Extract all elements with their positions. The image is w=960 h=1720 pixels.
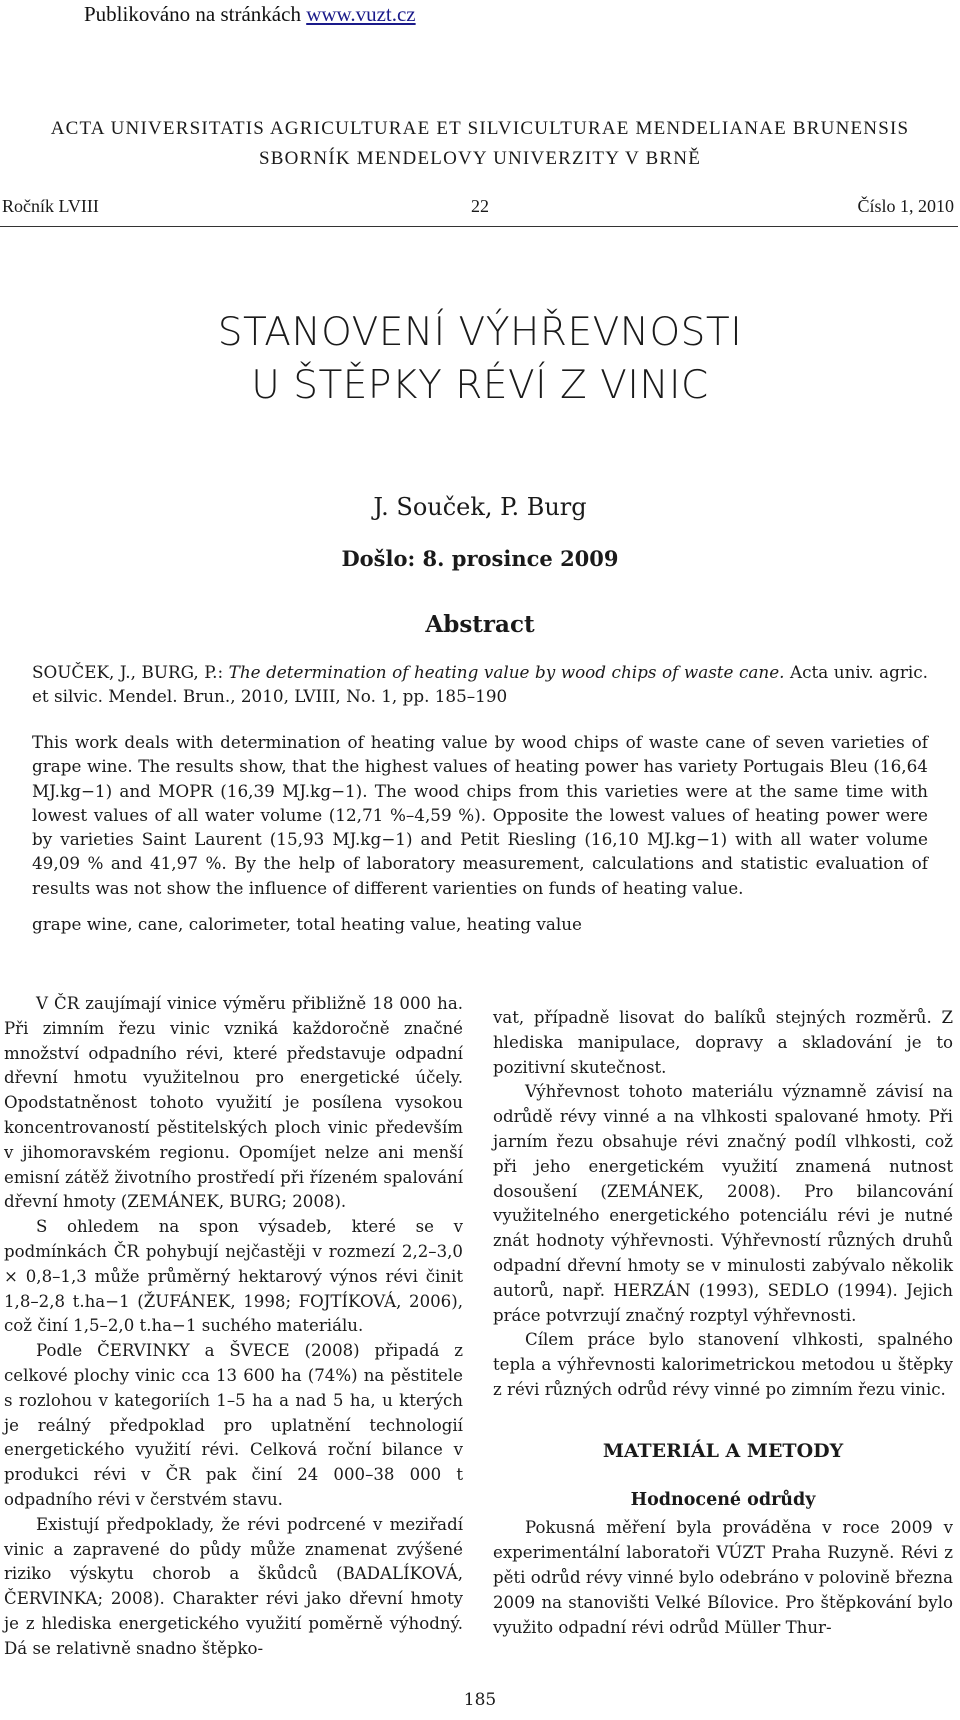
body-paragraph: V ČR zaujímají vinice výměru přibližně 18 000 ha. Při zimním řezu vinic vzniká každoročně značné množství odpadního révi, které představuje odpadní dřevní hmotu využitelnou pro energetické účely. Opodstatněnost tohoto využití je posílena vysokou koncentrovaností pěstitelských ploch vinic především v jihomoravském regionu. Opomíjet nelze ani menší emisní zátěž životního prostředí při řízeném spalování dřevní hmoty (ZEMÁNEK, BURG; 2008). [4,994,463,1212]
abstract-text: This work deals with determination of heating value by wood chips of waste cane of seven varieties of grape wine. The results show, that the highest values of heating power has variety Portugais Bleu (16,64 MJ.kg−1) and MOPR (16,39 MJ.kg−1). The wood chips from this varieties were at the same time with lowest values of all water volume (12,71 %–4,59 %). Opposite the lowest values of heating power were by varieties Saint Laurent (15,93 MJ.kg−1) and Petit Riesling (16,10 MJ.kg−1) with all water volume 49,09 % and 41,97 %. By the help of laboratory measurement, calculations and statistic evaluation of results was not show the influence of different varienties on funds of heating value. [32,732,928,898]
received-date: Došlo: 8. prosince 2009 [341,546,619,571]
article-title-line1: STANOVENÍ VÝHŘEVNOSTI [217,310,743,355]
publication-note-text: Publikováno na stránkách [84,2,307,26]
article-title-line2: U ŠTĚPKY RÉVÍ Z VINIC [251,363,709,408]
page-number: 185 [463,1690,497,1710]
citation [32,660,928,708]
body-paragraph: Existují předpoklady, že révi podrcené v meziřadí vinic a zapravené do půdy může znamenat zvýšené riziko výskytu chorob a škůdců (BADALÍKOVÁ, ČERVINKA; 2008). Charakter révi jako dřevní hmoty je z hlediska energetického využití poměrně výhodný. Dá se relativně snadno štěpko- [4,1514,463,1658]
body-paragraph: Pokusná měření byla prováděna v roce 2009 v experimentální laboratoři VÚZT Praha Ruzyně. Révi z pěti odrůd révy vinné bylo odebráno v polovině března 2009 na stanovišti Velké Bílovice. Pro štěpkování bylo využito odpadní révi odrůd Müller Thur- [493,1518,953,1637]
body-paragraph: Výhřevnost tohoto materiálu významně závisí na odrůdě révy vinné a na vlhkosti spalované hmoty. Při jarním řezu obsahuje révi značný podíl vlhkosti, což při jeho energetickém využití znamená nutnost dosoušení (ZEMÁNEK, 2008). Pro bilancování využitelného energetického potenciálu révi je nutné znát hodnoty výhřevnosti. Výhřevností různých druhů odpadní dřevní hmoty se v minulosti zabývalo několik autorů, např. HERZÁN (1993), SEDLO (1994). Jejich práce potvrzují značný rozptyl výhřevnosti. [493,1082,953,1325]
body-paragraph: vat, případně lisovat do balíků stejných rozměrů. Z hlediska manipulace, dopravy a skladování je to pozitivní skutečnost. [493,1008,953,1077]
section-heading: MATERIÁL A METODY [602,1439,844,1462]
right-column [493,1006,953,1640]
article-number: 22 [471,196,489,216]
citation-details: Acta univ. agric. et silvic. Mendel. Brun., 2010, LVIII, No. 1, pp. 185–190 [32,662,928,706]
abstract-heading: Abstract [425,611,535,638]
citation-authors: SOUČEK, J., BURG, P.: [32,662,229,682]
volume-label: Ročník LVIII [2,196,99,216]
authors: J. Souček, P. Burg [373,493,587,521]
publication-note [84,2,416,27]
citation-title: The determination of heating value by wood chips of waste cane. [228,662,785,682]
journal-name-czech: SBORNÍK MENDELOVY UNIVERZITY V BRNĚ [258,148,702,169]
body-paragraph: Cílem práce bylo stanovení vlhkosti, spalného tepla a výhřevnosti kalorimetrickou metodou u štěpky z révi různých odrůd révy vinné po zimním řezu vinic. [493,1330,953,1399]
journal-name: ACTA UNIVERSITATIS AGRICULTURAE ET SILVICULTURAE MENDELIANAE BRUNENSIS [50,118,910,139]
header-divider [0,226,958,227]
left-column [4,992,463,1662]
body-paragraph: S ohledem na spon výsadeb, které se v podmínkách ČR pohybují nejčastěji v rozmezí 2,2–3,0 × 0,8–1,3 může průměrný hektarový výnos révi činit 1,8–2,8 t.ha−1 (ŽUFÁNEK, 1998; FOJTÍKOVÁ, 2006), což činí 1,5–2,0 t.ha−1 suchého materiálu. [4,1217,463,1336]
issue-label: Číslo 1, 2010 [857,196,954,216]
subsection-heading: Hodnocené odrůdy [630,1489,816,1510]
body-paragraph: Podle ČERVINKY a ŠVECE (2008) připadá z celkové plochy vinic cca 13 600 ha (74%) na pěstitele s rozlohou v kategoriích 1–5 ha a nad 5 ha, u kterých je reálný předpoklad pro uplatnění technologií energetického využití révi. Celková roční bilance v produkci révi v ČR pak činí 24 000–38 000 t odpadního révi v čerstvém stavu. [4,1341,463,1509]
publisher-link[interactable]: www.vuzt.cz [306,2,416,26]
keywords: grape wine, cane, calorimeter, total heating value, heating value [32,914,582,934]
